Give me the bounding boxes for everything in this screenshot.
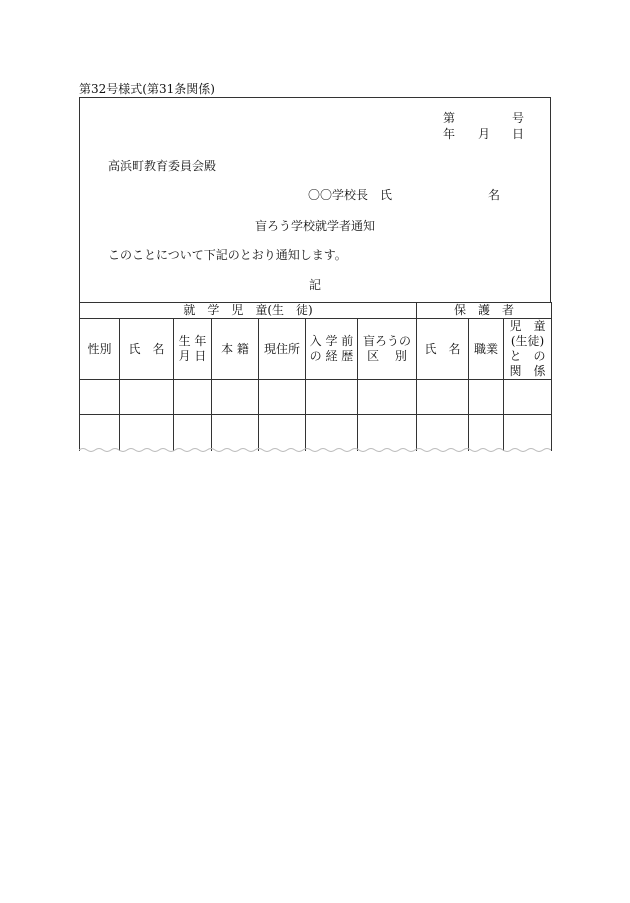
table-cell [174,415,212,452]
table-cell [120,415,174,452]
col-relation-line3: と の [509,349,546,363]
table-cell [259,415,306,452]
col-relation-line2: (生徒) [510,334,545,348]
ki-heading: 記 [308,278,321,292]
col-category-line2: 区 別 [367,349,407,363]
date-day-label: 日 [512,127,525,141]
col-relation [504,319,552,380]
table-cell [174,380,212,415]
notice-frame [79,97,551,303]
table-cell [417,380,469,415]
group-header-row [80,303,552,319]
wavy-cut-line [79,449,551,452]
column-header-row [80,319,552,380]
table-cell [212,415,259,452]
table-cell [259,380,306,415]
table-cell [358,415,417,452]
table-cell [358,380,417,415]
table-cell [469,380,504,415]
col-birthdate-line2: 月 日 [178,349,207,363]
table-cell [80,415,120,452]
doc-number-label: 第 [443,111,456,125]
group-student-header: 就 学 児 童(生 徒) [80,303,417,319]
col-category [358,319,417,380]
col-birthdate-line1: 生 年 [178,334,207,348]
date-year-label: 年 [443,127,456,141]
col-relation-line4: 関 係 [509,364,546,378]
principal-title: 〇〇学校長 氏 [308,188,393,202]
table-row [80,380,552,415]
table-cell [212,380,259,415]
table-cell [417,415,469,452]
col-category-line1: 盲ろうの [362,334,411,348]
col-history [306,319,358,380]
table-cell [504,380,552,415]
body-text: このことについて下記のとおり通知します。 [108,248,347,262]
table-row [80,415,552,452]
col-history-line2: の 経 歴 [309,349,354,363]
table-cell [80,380,120,415]
table-cell [469,415,504,452]
addressee: 高浜町教育委員会殿 [108,159,217,173]
col-relation-line1: 児 童 [509,319,546,333]
table-cell [306,380,358,415]
col-birthdate [174,319,212,380]
col-domicile: 本 籍 [212,319,259,380]
col-history-line1: 入 学 前 [309,334,354,348]
table-cell [504,415,552,452]
col-name: 氏 名 [120,319,174,380]
col-guardian-name: 氏 名 [417,319,469,380]
col-address: 現住所 [259,319,306,380]
table-cell [120,380,174,415]
student-table [79,302,552,451]
doc-number-suffix: 号 [512,111,525,125]
col-gender: 性別 [80,319,120,380]
torn-edge-line [79,447,551,455]
document-title: 盲ろう学校就学者通知 [254,219,375,233]
form-number-label: 第32号様式(第31条関係) [79,82,215,96]
date-month-label: 月 [478,127,491,141]
principal-name-suffix: 名 [488,188,501,202]
col-occupation: 職業 [469,319,504,380]
table-cell [306,415,358,452]
group-guardian-header: 保 護 者 [417,303,552,319]
